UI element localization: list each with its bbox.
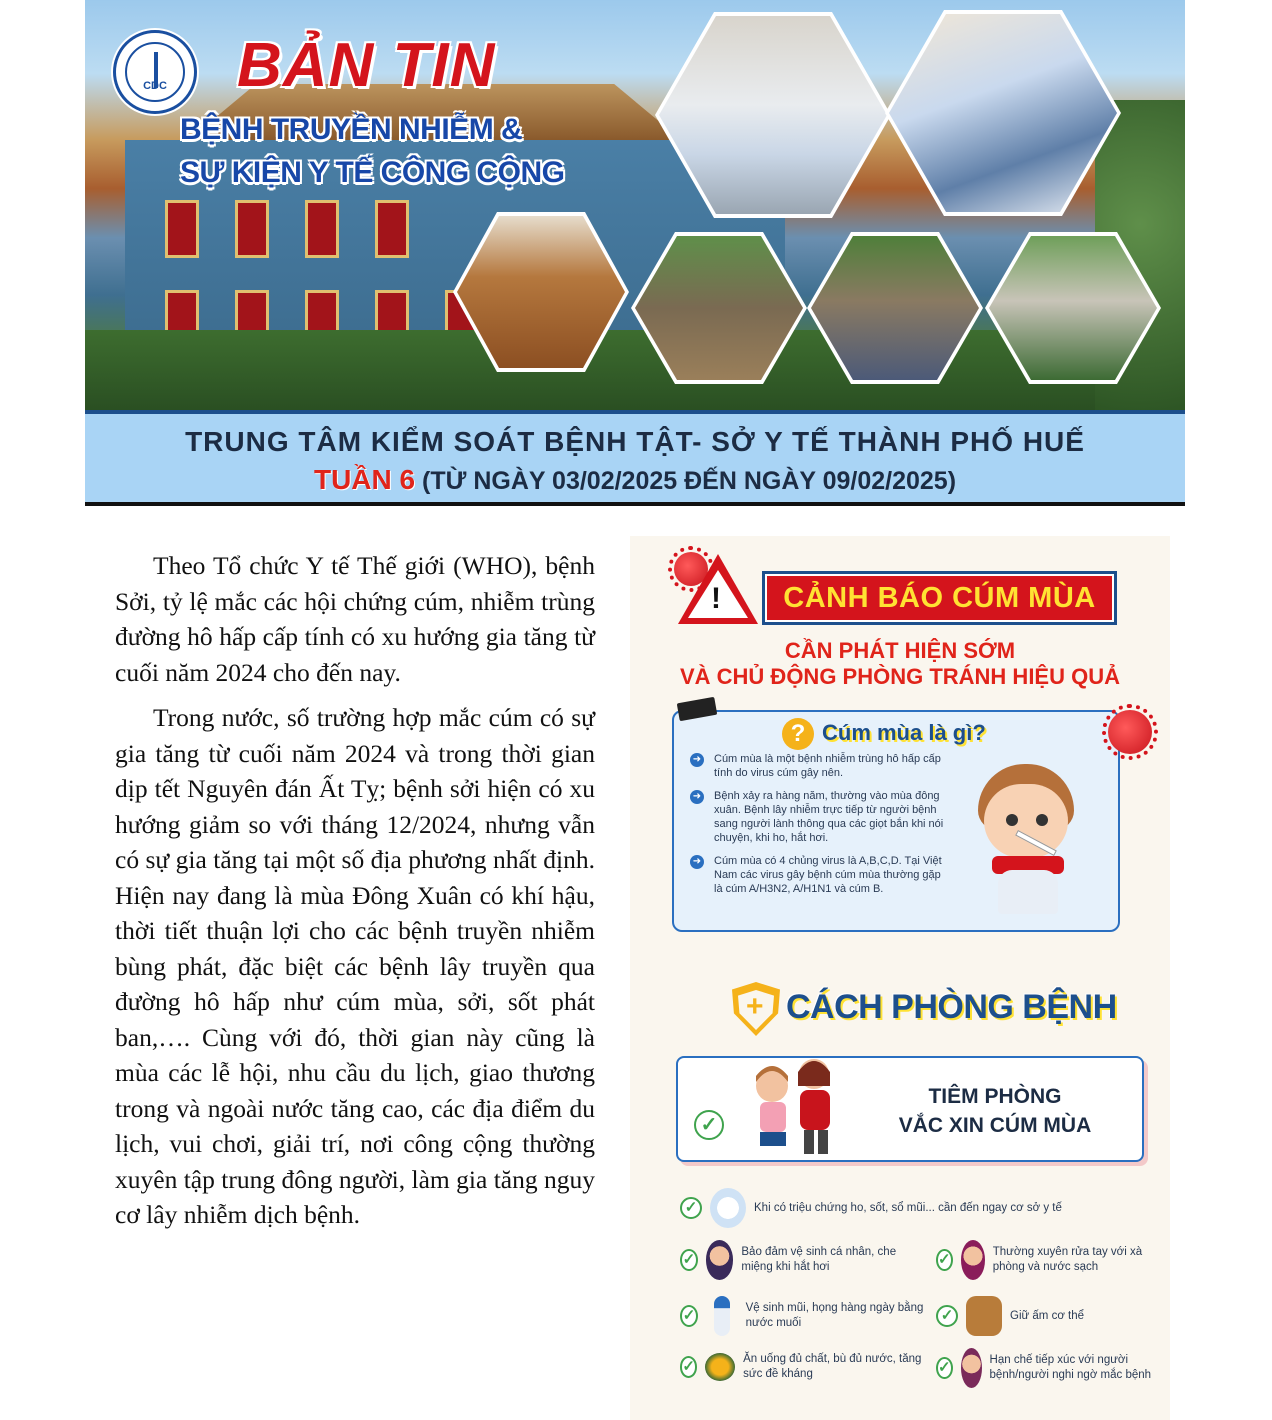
tip-text: Thường xuyên rửa tay với xà phòng và nước sạch	[992, 1246, 1143, 1273]
check-icon: ✓	[680, 1197, 702, 1219]
cdc-logo	[113, 30, 197, 114]
list-item	[690, 752, 952, 780]
fact-text: Bệnh xảy ra hàng năm, thường vào mùa đông xuân. Bệnh lây nhiễm trực tiếp từ người bệnh sang người lành thông qua các giọt bắn khi nói chuyện, khi ho, hắt hơi.	[714, 790, 944, 844]
issue-period	[85, 464, 1185, 496]
vaccination-illustration	[742, 1046, 846, 1158]
vaccination-line-2: VẮC XIN CÚM MÙA	[898, 1114, 1092, 1137]
exclamation-icon: !	[711, 582, 721, 615]
fact-text: Cúm mùa có 4 chủng virus là A,B,C,D. Tại Việt Nam các virus gây bệnh cúm mùa thường gặp là cúm A/H3N2, A/H1N1 và cúm B.	[714, 855, 942, 895]
organization-name: TRUNG TÂM KIỂM SOÁT BỆNH TẬT- SỞ Y TẾ THÀNH PHỐ HUẾ	[185, 426, 1085, 457]
plus-icon: +	[746, 990, 764, 1023]
tip-item	[936, 1296, 1166, 1336]
tip-text: Vệ sinh mũi, họng hàng ngày bằng nước muối	[745, 1302, 924, 1329]
vaccination-line-1: TIÊM PHÒNG	[928, 1085, 1062, 1108]
arrow-right-icon: ➜	[690, 855, 704, 869]
virus-icon	[1108, 710, 1152, 754]
week-label: TUẦN 6	[313, 464, 416, 495]
check-icon: ✓	[680, 1356, 697, 1378]
coat-icon	[966, 1296, 1002, 1336]
food-bowl-icon	[705, 1353, 735, 1381]
sick-person-icon	[961, 1348, 982, 1388]
list-item	[690, 854, 952, 896]
vaccination-label	[880, 1082, 1110, 1140]
handwash-icon	[961, 1240, 985, 1280]
warning-subtitle-1: CẦN PHÁT HIỆN SỚM	[784, 638, 1016, 663]
banner-divider	[85, 502, 1185, 506]
window-decor	[305, 200, 339, 258]
window-decor	[235, 200, 269, 258]
newsletter-subtitle-1: BỆNH TRUYỀN NHIỄM &	[180, 113, 523, 146]
article-body	[115, 548, 595, 1243]
saline-bottle-icon	[714, 1296, 730, 1336]
window-decor	[375, 200, 409, 258]
article-paragraph: Theo Tổ chức Y tế Thế giới (WHO), bệnh Sởi, tỷ lệ mắc các hội chứng cúm, nhiễm trùng đường hô hấp cấp tính có xu hướng gia tăng từ cuối năm 2024 cho đến nay.	[115, 551, 595, 687]
warning-title: CẢNH BÁO CÚM MÙA	[783, 582, 1096, 614]
logo-text: CDC	[143, 80, 167, 92]
check-icon: ✓	[680, 1305, 698, 1327]
prevention-title: CÁCH PHÒNG BỆNH	[786, 988, 1117, 1026]
tip-text: Bảo đảm vệ sinh cá nhân, che miệng khi hắt hơi	[741, 1246, 897, 1273]
check-icon: ✓	[936, 1305, 958, 1327]
header-banner	[85, 0, 1185, 506]
doctor-icon	[710, 1188, 746, 1228]
tip-item	[936, 1240, 1166, 1280]
tip-item	[680, 1188, 1150, 1228]
check-icon: ✓	[694, 1110, 724, 1140]
warning-subtitle-2: VÀ CHỦ ĐỘNG PHÒNG TRÁNH HIỆU QUẢ	[679, 664, 1120, 689]
sick-child-illustration	[970, 764, 1082, 914]
what-is-flu-title: Cúm mùa là gì?	[822, 720, 986, 745]
hex-photo-vaccination	[885, 10, 1121, 216]
tip-item	[680, 1296, 930, 1336]
tip-text: Khi có triệu chứng ho, sốt, sổ mũi... cần đến ngay cơ sở y tế	[754, 1201, 1062, 1214]
arrow-right-icon: ➜	[690, 753, 704, 767]
warning-title-box	[762, 571, 1117, 625]
tip-text: Ăn uống đủ chất, bù đủ nước, tăng sức đề kháng	[743, 1353, 922, 1380]
tip-item	[936, 1348, 1166, 1388]
question-icon: ?	[782, 718, 814, 750]
article-paragraph: Trong nước, số trường hợp mắc cúm có sự gia tăng từ cuối năm 2024 và trong thời gian dịp tết Nguyên đán Ất Tỵ; bệnh sởi hiện có xu hướng giảm so với tháng 12/2024, nhưng vẫn có sự gia tăng tại một số địa phương nhất định. Hiện nay đang là mùa Đông Xuân có khí hậu, thời tiết thuận lợi cho các bệnh truyền nhiễm bùng phát, đặc biệt các bệnh lây truyền qua đường hô hấp như cúm mùa, sởi, sốt phát ban,…. Cùng với đó, thời gian này cũng là mùa các lễ hội, nhu cầu du lịch, giao thương trong và ngoài nước tăng cao, các địa điểm du lịch, vui chơi, giải trí, nơi công cộng thường xuyên tập trung đông người, làm gia tăng nguy cơ lây nhiễm dịch bệnh.	[115, 703, 595, 1229]
tip-item	[680, 1352, 930, 1382]
sneeze-icon	[706, 1240, 734, 1280]
window-decor	[165, 200, 199, 258]
check-icon: ✓	[936, 1249, 953, 1271]
tip-text: Giữ ấm cơ thể	[1010, 1309, 1085, 1322]
tip-text: Hạn chế tiếp xúc với người bệnh/người nghi ngờ mắc bệnh	[989, 1354, 1152, 1381]
date-range: (TỪ NGÀY 03/02/2025 ĐẾN NGÀY 09/02/2025)	[422, 467, 957, 495]
arrow-right-icon: ➜	[690, 790, 704, 804]
flu-infographic	[630, 536, 1170, 1420]
list-item	[690, 789, 952, 845]
tip-item	[680, 1240, 930, 1280]
flu-facts-list	[690, 752, 952, 905]
newsletter-title: BẢN TIN	[237, 31, 496, 100]
newsletter-subtitle-2: SỰ KIỆN Y TẾ CÔNG CỘNG	[180, 156, 565, 189]
banner-info-band	[85, 410, 1185, 502]
check-icon: ✓	[680, 1249, 698, 1271]
check-icon: ✓	[936, 1357, 953, 1379]
fact-text: Cúm mùa là một bệnh nhiễm trùng hô hấp cấp tính do virus cúm gây nên.	[714, 753, 941, 779]
